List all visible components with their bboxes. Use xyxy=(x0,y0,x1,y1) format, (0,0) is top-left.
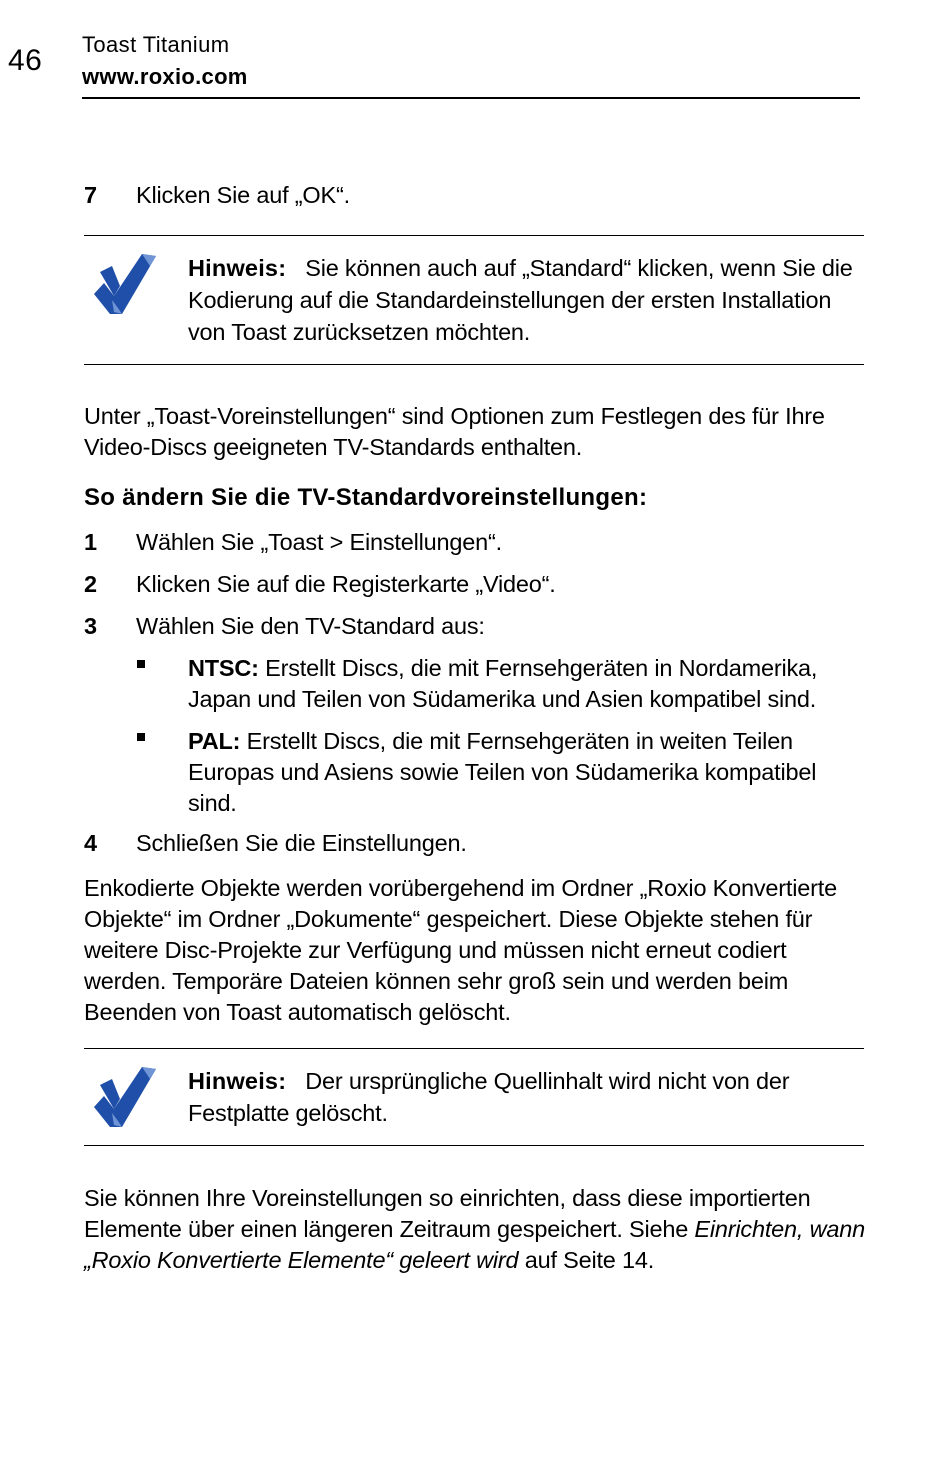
bullet-label: PAL: xyxy=(188,728,241,754)
step-text: Wählen Sie „Toast > Einstellungen“. xyxy=(136,529,502,555)
final-text-after: auf Seite 14. xyxy=(518,1247,655,1273)
step-text: Wählen Sie den TV-Standard aus: xyxy=(136,613,485,639)
encoded-objects-paragraph: Enkodierte Objekte werden vorübergehend im Ordner „Roxio Konvertierte Objekte“ im Ordner „Dokumente“ gespeichert. Diese Objekte stehen für weitere Disc-Projekte zur Verfügung und müssen nicht erneut codiert werden. Temporäre Dateien können sehr groß sein und werden beim Beenden von Toast automatisch gelöscht. xyxy=(84,875,837,1025)
note-content xyxy=(188,252,868,348)
step-number: 1 xyxy=(84,529,98,555)
note-content xyxy=(188,1065,868,1129)
step-text: Klicken Sie auf „OK“. xyxy=(136,182,350,208)
intro-paragraph: Unter „Toast-Voreinstellungen“ sind Optionen zum Festlegen des für Ihre Video-Discs geeigneten TV-Standards enthalten. xyxy=(84,403,825,460)
header-url[interactable]: www.roxio.com xyxy=(82,64,248,89)
step-text: Schließen Sie die Einstellungen. xyxy=(136,830,467,856)
cross-reference-link[interactable]: Einrichten, wann „Roxio Konvertierte Elemente“ geleert wird xyxy=(84,1216,865,1273)
header-title: Toast Titanium xyxy=(82,32,230,57)
page-number: 46 xyxy=(8,44,43,77)
step-number: 7 xyxy=(84,182,98,208)
note-label: Hinweis: xyxy=(188,255,287,281)
bullet-marker xyxy=(137,660,145,668)
bullet-label: NTSC: xyxy=(188,655,259,681)
note-bottom-rule xyxy=(84,1145,864,1146)
bullet-item xyxy=(188,653,868,715)
note-label: Hinweis: xyxy=(188,1068,287,1094)
step-number: 3 xyxy=(84,613,98,639)
step-number: 2 xyxy=(84,571,98,597)
note-text: Der ursprüngliche Quellinhalt wird nicht von der Festplatte gelöscht. xyxy=(188,1068,790,1126)
note-text: Sie können auch auf „Standard“ klicken, wenn Sie die Kodierung auf die Standardeinstellungen der ersten Installation von Toast zurücksetzen möchten. xyxy=(188,255,853,345)
header-divider xyxy=(82,97,860,99)
section-heading: So ändern Sie die TV-Standardvoreinstellungen: xyxy=(84,484,648,511)
step-text: Klicken Sie auf die Registerkarte „Video“. xyxy=(136,571,556,597)
bullet-marker xyxy=(137,733,145,741)
checkmark-icon xyxy=(92,1063,160,1131)
note-bottom-rule xyxy=(84,364,864,365)
bullet-text: Erstellt Discs, die mit Fernsehgeräten in Nordamerika, Japan und Teilen von Südamerika und Asien kompatibel sind. xyxy=(188,655,818,712)
final-paragraph xyxy=(84,1183,874,1276)
final-text-before: Sie können Ihre Voreinstellungen so einrichten, dass diese importierten Elemente über einen längeren Zeitraum gespeichert. Siehe xyxy=(84,1185,811,1242)
bullet-item xyxy=(188,726,868,819)
checkmark-icon xyxy=(92,250,160,318)
bullet-text: Erstellt Discs, die mit Fernsehgeräten in weiten Teilen Europas und Asiens sowie Teilen von Südamerika kompatibel sind. xyxy=(188,728,817,816)
step-number: 4 xyxy=(84,830,98,856)
note-top-rule xyxy=(84,1048,864,1049)
note-top-rule xyxy=(84,235,864,236)
